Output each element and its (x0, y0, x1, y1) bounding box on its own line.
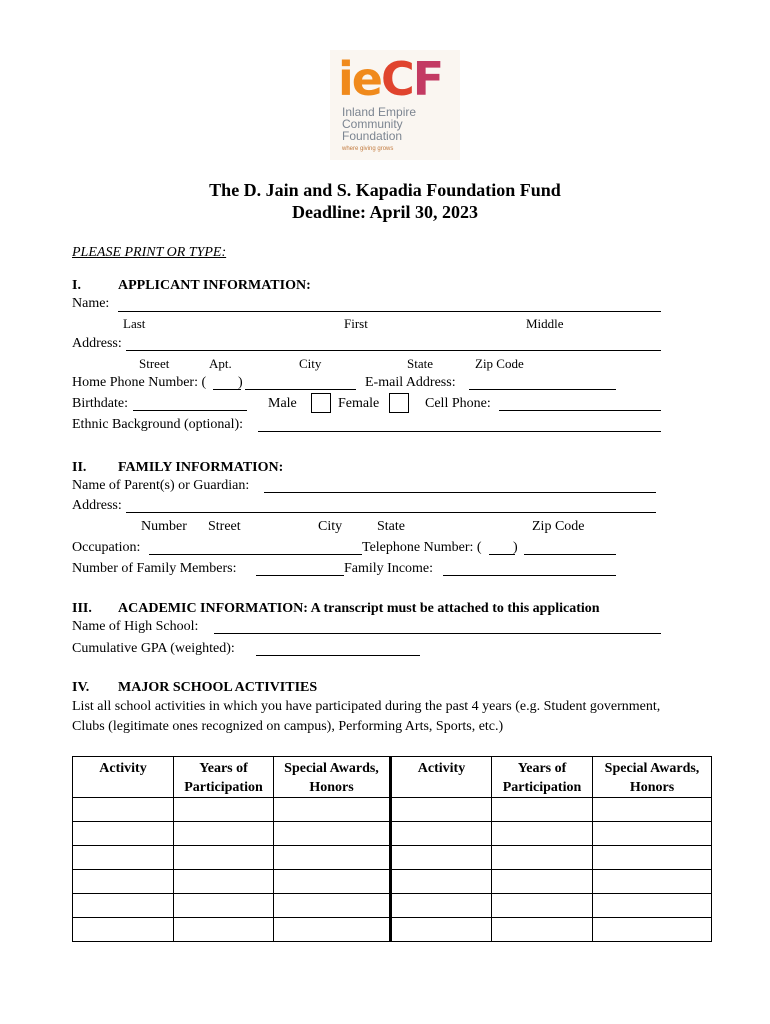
activities-description-line-1: List all school activities in which you have participated during the past 4 years (e.g. Student government, (72, 699, 661, 714)
column-header-activity (391, 757, 492, 798)
table-cell[interactable] (391, 894, 492, 918)
column-header-line: Years of (199, 761, 248, 776)
telephone-field[interactable] (524, 554, 616, 555)
column-header-years (492, 757, 593, 798)
section-1-heading: APPLICANT INFORMATION: (118, 278, 311, 293)
table-cell[interactable] (593, 798, 712, 822)
address-sub-state: State (407, 356, 433, 371)
table-row (73, 918, 712, 942)
table-cell[interactable] (492, 894, 593, 918)
parent-name-field[interactable] (264, 492, 656, 493)
table-cell[interactable] (73, 918, 174, 942)
email-label: E-mail Address: (365, 375, 456, 390)
male-checkbox[interactable] (311, 393, 331, 413)
female-label: Female (338, 396, 380, 411)
table-cell[interactable] (391, 918, 492, 942)
address-sub-street: Street (139, 356, 170, 371)
section-1-number: I. (72, 278, 81, 293)
table-cell[interactable] (492, 798, 593, 822)
home-phone-paren-close: ) (238, 375, 243, 390)
form-title: The D. Jain and S. Kapadia Foundation Fund (209, 180, 561, 200)
table-cell[interactable] (174, 918, 274, 942)
family-address-sub-zip: Zip Code (532, 519, 585, 534)
male-label: Male (268, 396, 297, 411)
cell-phone-label: Cell Phone: (425, 396, 491, 411)
gpa-field[interactable] (256, 655, 420, 656)
family-address-sub-state: State (377, 519, 405, 534)
high-school-label: Name of High School: (72, 619, 199, 634)
table-row (73, 846, 712, 870)
home-phone-field[interactable] (245, 389, 356, 390)
table-cell[interactable] (492, 918, 593, 942)
table-cell[interactable] (73, 798, 174, 822)
table-cell[interactable] (174, 894, 274, 918)
name-field[interactable] (118, 311, 661, 312)
address-field[interactable] (126, 350, 661, 351)
section-2-heading: FAMILY INFORMATION: (118, 460, 284, 475)
table-row (73, 822, 712, 846)
activities-description-line-2: Clubs (legitimate ones recognized on campus), Performing Arts, Sports, etc.) (72, 719, 504, 734)
high-school-field[interactable] (214, 633, 661, 634)
family-income-label: Family Income: (344, 561, 434, 576)
table-row (73, 870, 712, 894)
table-cell[interactable] (274, 894, 391, 918)
logo-name-line: Community (342, 117, 403, 131)
table-cell[interactable] (492, 846, 593, 870)
column-header-awards (593, 757, 712, 798)
table-cell[interactable] (174, 798, 274, 822)
logo-name-line: Inland Empire (342, 105, 417, 119)
print-instruction: PLEASE PRINT OR TYPE: (72, 245, 227, 260)
column-header-line: Special Awards, (604, 761, 700, 776)
table-cell[interactable] (274, 918, 391, 942)
iecf-logo (330, 50, 460, 160)
table-cell[interactable] (73, 870, 174, 894)
gpa-label: Cumulative GPA (weighted): (72, 641, 235, 656)
female-checkbox[interactable] (389, 393, 409, 413)
table-cell[interactable] (174, 846, 274, 870)
family-address-label: Address: (72, 498, 122, 513)
address-label: Address: (72, 336, 122, 351)
address-sub-apt: Apt. (209, 356, 232, 371)
section-3-number: III. (72, 601, 92, 616)
column-header-line: Honors (309, 780, 354, 795)
ethnic-background-label: Ethnic Background (optional): (72, 417, 244, 432)
occupation-label: Occupation: (72, 540, 141, 555)
family-address-sub-number: Number (141, 519, 187, 534)
name-sub-first: First (344, 316, 368, 331)
logo-letter-e: e (351, 52, 381, 106)
birthdate-label: Birthdate: (72, 396, 128, 411)
column-header-line: Participation (502, 780, 582, 795)
table-cell[interactable] (593, 822, 712, 846)
column-header-line: Activity (99, 761, 147, 776)
parent-name-label: Name of Parent(s) or Guardian: (72, 478, 250, 493)
column-header-line: Honors (629, 780, 675, 795)
occupation-field[interactable] (149, 554, 362, 555)
family-address-sub-city: City (318, 519, 343, 534)
column-header-years (174, 757, 274, 798)
telephone-area-code-field[interactable] (489, 554, 515, 555)
table-row (73, 798, 712, 822)
email-field[interactable] (469, 389, 616, 390)
table-cell[interactable] (274, 870, 391, 894)
family-members-field[interactable] (256, 575, 344, 576)
table-cell[interactable] (174, 822, 274, 846)
birthdate-field[interactable] (133, 410, 247, 411)
telephone-label: Telephone Number: ( (362, 540, 482, 555)
telephone-paren-close: ) (513, 540, 518, 555)
table-cell[interactable] (391, 870, 492, 894)
table-cell[interactable] (73, 846, 174, 870)
logo-tagline: where giving grows (342, 146, 394, 152)
table-cell[interactable] (174, 870, 274, 894)
table-cell[interactable] (391, 846, 492, 870)
table-cell[interactable] (391, 798, 492, 822)
logo-letter-c: C (380, 52, 413, 106)
ethnic-background-field[interactable] (258, 431, 661, 432)
activities-table (72, 756, 712, 942)
name-label: Name: (72, 296, 110, 311)
deadline: Deadline: April 30, 2023 (291, 202, 478, 222)
home-phone-label: Home Phone Number: ( (72, 375, 207, 390)
family-income-field[interactable] (443, 575, 616, 576)
table-cell[interactable] (391, 822, 492, 846)
name-sub-last: Last (123, 316, 146, 331)
table-cell[interactable] (73, 894, 174, 918)
logo-name-line: Foundation (342, 129, 403, 143)
section-3-heading: ACADEMIC INFORMATION: A transcript must be attached to this application (118, 601, 600, 616)
table-cell[interactable] (593, 894, 712, 918)
table-row (73, 894, 712, 918)
table-cell[interactable] (492, 870, 593, 894)
address-sub-zip: Zip Code (475, 356, 524, 371)
cell-phone-field[interactable] (499, 410, 661, 411)
name-sub-middle: Middle (526, 316, 564, 331)
column-header-awards (274, 757, 391, 798)
logo-name (342, 106, 416, 142)
table-cell[interactable] (73, 822, 174, 846)
table-cell[interactable] (593, 870, 712, 894)
column-header-line: Activity (417, 761, 466, 776)
section-2-number: II. (72, 460, 87, 475)
activities-table-header-row (73, 757, 712, 798)
table-cell[interactable] (593, 918, 712, 942)
section-4-heading: MAJOR SCHOOL ACTIVITIES (118, 680, 318, 695)
column-header-line: Years of (517, 761, 567, 776)
family-address-field[interactable] (126, 512, 656, 513)
column-header-line: Special Awards, (284, 761, 379, 776)
family-address-sub-street: Street (208, 519, 241, 534)
column-header-activity (73, 757, 174, 798)
table-cell[interactable] (492, 822, 593, 846)
family-members-label: Number of Family Members: (72, 561, 237, 576)
table-cell[interactable] (593, 846, 712, 870)
table-cell[interactable] (274, 846, 391, 870)
logo-letter-f: F (412, 52, 443, 106)
logo-letter-i: i (338, 52, 352, 106)
table-cell[interactable] (274, 798, 391, 822)
table-cell[interactable] (274, 822, 391, 846)
column-header-line: Participation (184, 780, 263, 795)
section-4-number: IV. (72, 680, 90, 695)
address-sub-city: City (299, 356, 322, 371)
logo-mark (338, 54, 442, 104)
home-phone-area-code-field[interactable] (213, 389, 241, 390)
